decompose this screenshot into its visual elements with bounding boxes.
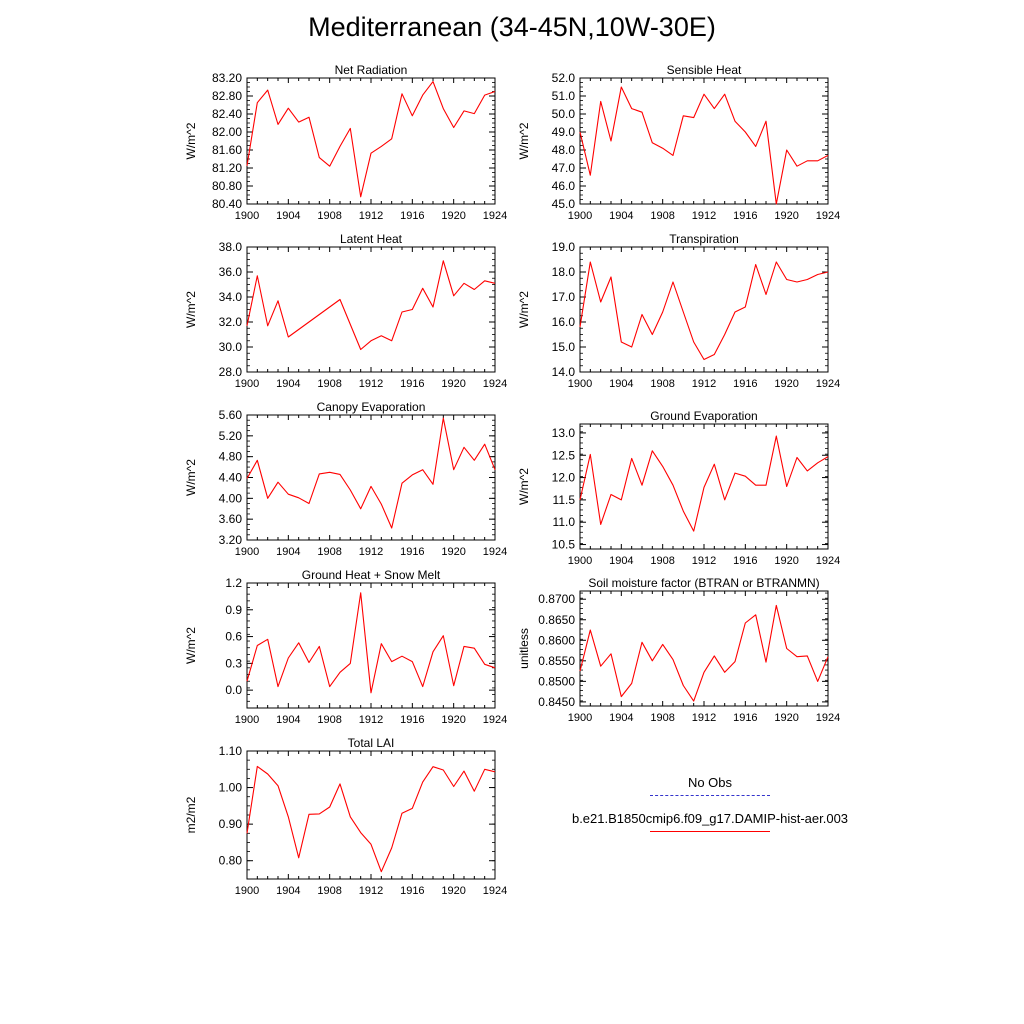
plot-frame [580,591,828,706]
y-axis-label: W/m^2 [517,291,531,328]
y-axis-label: W/m^2 [517,468,531,505]
panel-5 [184,400,507,558]
y-tick-label: 47.0 [551,161,575,175]
y-tick-label: 52.0 [551,71,575,85]
y-tick-label: 28.0 [218,365,242,379]
y-tick-label: 0.8450 [538,694,575,709]
plot-frame [580,247,828,372]
legend-entry-model [520,811,900,847]
x-tick-label: 1920 [774,210,799,222]
x-tick-label: 1908 [317,210,342,222]
x-tick-label: 1916 [733,378,758,390]
x-tick-label: 1912 [691,555,717,567]
y-tick-label: 0.80 [218,853,242,868]
y-tick-label: 51.0 [551,89,575,103]
y-tick-label: 1.10 [218,744,242,758]
series-line [247,593,495,693]
panel-title: Transpiration [669,232,739,246]
y-tick-label: 4.40 [218,470,242,485]
x-tick-label: 1920 [441,546,466,558]
panel-2 [517,63,840,222]
panel-9 [184,736,507,897]
y-tick-label: 16.0 [551,315,575,329]
y-tick-label: 36.0 [218,265,242,279]
x-tick-label: 1908 [317,546,342,558]
y-tick-label: 38.0 [218,240,242,254]
x-tick-label: 1916 [400,885,425,897]
x-tick-label: 1924 [482,378,508,390]
x-tick-label: 1912 [358,546,384,558]
legend-entry-obs [520,775,900,811]
x-tick-label: 1908 [317,714,342,726]
y-tick-label: 5.60 [218,408,242,422]
legend-line-model [650,831,770,832]
y-tick-label: 3.20 [218,533,242,547]
x-tick-label: 1916 [400,378,425,390]
x-tick-label: 1908 [650,210,675,222]
x-tick-label: 1916 [400,210,425,222]
plot-frame [247,415,495,540]
x-tick-label: 1900 [567,210,593,222]
x-tick-label: 1904 [276,546,301,558]
x-tick-label: 1912 [358,378,384,390]
x-tick-label: 1900 [234,546,260,558]
x-tick-label: 1924 [482,885,508,897]
y-tick-label: 1.00 [218,780,242,795]
x-tick-label: 1916 [400,714,425,726]
y-tick-label: 3.60 [218,512,242,527]
x-tick-label: 1916 [733,555,758,567]
x-tick-label: 1908 [317,378,342,390]
y-tick-label: 1.2 [225,576,242,590]
x-tick-label: 1904 [276,714,301,726]
x-tick-label: 1904 [276,378,301,390]
panel-title: Canopy Evaporation [316,400,426,414]
x-tick-label: 1900 [567,555,593,567]
x-tick-label: 1924 [815,378,841,390]
series-line [580,262,828,360]
y-tick-label: 17.0 [551,290,575,304]
y-tick-label: 0.6 [225,629,242,644]
panel-7 [184,568,507,726]
x-tick-label: 1904 [609,210,634,222]
plot-frame [580,78,828,204]
y-tick-label: 80.40 [211,197,242,211]
legend [520,775,900,847]
y-tick-label: 0.8550 [538,653,575,668]
y-tick-label: 82.80 [211,89,242,103]
plot-frame [247,78,495,204]
x-tick-label: 1924 [482,210,508,222]
y-axis-label: W/m^2 [184,459,198,496]
series-line [247,766,495,871]
y-axis-label: W/m^2 [184,291,198,328]
series-line [580,436,828,531]
x-tick-label: 1924 [815,210,841,222]
y-tick-label: 11.5 [552,492,575,507]
y-tick-label: 81.60 [211,143,242,157]
y-axis-label: m2/m2 [184,796,198,834]
y-tick-label: 19.0 [551,240,575,254]
x-tick-label: 1908 [650,378,675,390]
y-tick-label: 0.90 [218,817,242,832]
y-tick-label: 10.5 [551,537,575,552]
panel-4 [517,232,840,390]
legend-label-model: b.e21.B1850cmip6.f09_g17.DAMIP-hist-aer.003 [571,811,849,826]
y-tick-label: 11.0 [552,515,575,530]
x-tick-label: 1908 [650,712,675,724]
y-tick-label: 49.0 [551,125,575,139]
y-tick-label: 0.8700 [538,592,575,607]
x-tick-label: 1904 [276,885,301,897]
x-tick-label: 1912 [691,712,717,724]
y-tick-label: 0.8500 [538,674,575,689]
panel-8 [517,576,840,724]
x-tick-label: 1904 [609,712,634,724]
panel-3 [184,232,507,390]
y-tick-label: 32.0 [218,315,242,329]
x-tick-label: 1900 [234,378,260,390]
y-tick-label: 82.40 [211,107,242,121]
x-tick-label: 1924 [815,712,841,724]
y-tick-label: 0.8650 [538,612,575,627]
x-tick-label: 1908 [317,885,342,897]
x-tick-label: 1916 [733,712,758,724]
legend-label-obs: No Obs [687,775,733,790]
x-tick-label: 1924 [482,546,508,558]
y-tick-label: 4.00 [218,491,242,506]
x-tick-label: 1920 [774,555,799,567]
y-tick-label: 46.0 [551,179,575,193]
x-tick-label: 1912 [691,378,717,390]
series-line [247,82,495,197]
y-tick-label: 0.9 [225,602,242,617]
y-tick-label: 0.0 [225,683,242,698]
y-tick-label: 48.0 [551,143,575,157]
x-tick-label: 1900 [234,714,260,726]
series-line [247,261,495,350]
x-tick-label: 1900 [567,378,593,390]
series-line [580,605,828,701]
x-tick-label: 1920 [441,885,466,897]
x-tick-label: 1904 [609,378,634,390]
figure-title: Mediterranean (34-45N,10W-30E) [308,12,716,42]
x-tick-label: 1912 [358,714,384,726]
y-axis-label: unitless [517,628,531,669]
y-tick-label: 14.0 [551,365,575,379]
y-tick-label: 45.0 [551,197,575,211]
x-tick-label: 1916 [400,546,425,558]
y-tick-label: 13.0 [551,425,575,440]
y-tick-label: 80.80 [211,179,242,193]
y-tick-label: 4.80 [218,449,242,464]
x-tick-label: 1912 [358,885,384,897]
y-axis-label: W/m^2 [517,122,531,160]
y-tick-label: 83.20 [211,71,242,85]
x-tick-label: 1912 [691,210,717,222]
x-tick-label: 1920 [441,210,466,222]
y-tick-label: 18.0 [551,265,575,279]
y-tick-label: 0.3 [225,656,242,671]
x-tick-label: 1924 [482,714,508,726]
x-tick-label: 1912 [358,210,384,222]
x-tick-label: 1900 [567,712,593,724]
plot-frame [247,247,495,372]
panel-title: Ground Evaporation [650,409,758,423]
y-tick-label: 30.0 [218,340,242,354]
panel-title: Ground Heat + Snow Melt [301,568,441,582]
plot-frame [247,751,495,879]
panel-6 [517,409,840,567]
x-tick-label: 1904 [276,210,301,222]
series-line [580,87,828,204]
x-tick-label: 1900 [234,210,260,222]
y-tick-label: 81.20 [211,161,242,175]
y-tick-label: 12.5 [551,448,575,463]
y-tick-label: 12.0 [551,470,575,485]
legend-line-obs [650,795,770,796]
y-axis-label: W/m^2 [184,627,198,664]
x-tick-label: 1920 [774,712,799,724]
x-tick-label: 1908 [650,555,675,567]
y-tick-label: 0.8600 [538,633,575,648]
y-tick-label: 82.00 [211,125,242,139]
x-tick-label: 1920 [441,378,466,390]
x-tick-label: 1900 [234,885,260,897]
panel-title: Latent Heat [339,232,403,246]
panel-1 [184,63,507,222]
x-tick-label: 1920 [441,714,466,726]
series-line [247,418,495,528]
y-tick-label: 34.0 [218,290,242,304]
panel-title: Total LAI [347,736,395,750]
y-tick-label: 5.20 [218,428,242,443]
x-tick-label: 1920 [774,378,799,390]
panel-title: Soil moisture factor (BTRAN or BTRANMN) [588,576,820,590]
y-axis-label: W/m^2 [184,122,198,160]
y-tick-label: 15.0 [551,340,575,354]
x-tick-label: 1904 [609,555,634,567]
panel-title: Net Radiation [334,63,408,77]
panel-title: Sensible Heat [666,63,742,77]
x-tick-label: 1916 [733,210,758,222]
x-tick-label: 1924 [815,555,841,567]
y-tick-label: 50.0 [551,107,575,121]
